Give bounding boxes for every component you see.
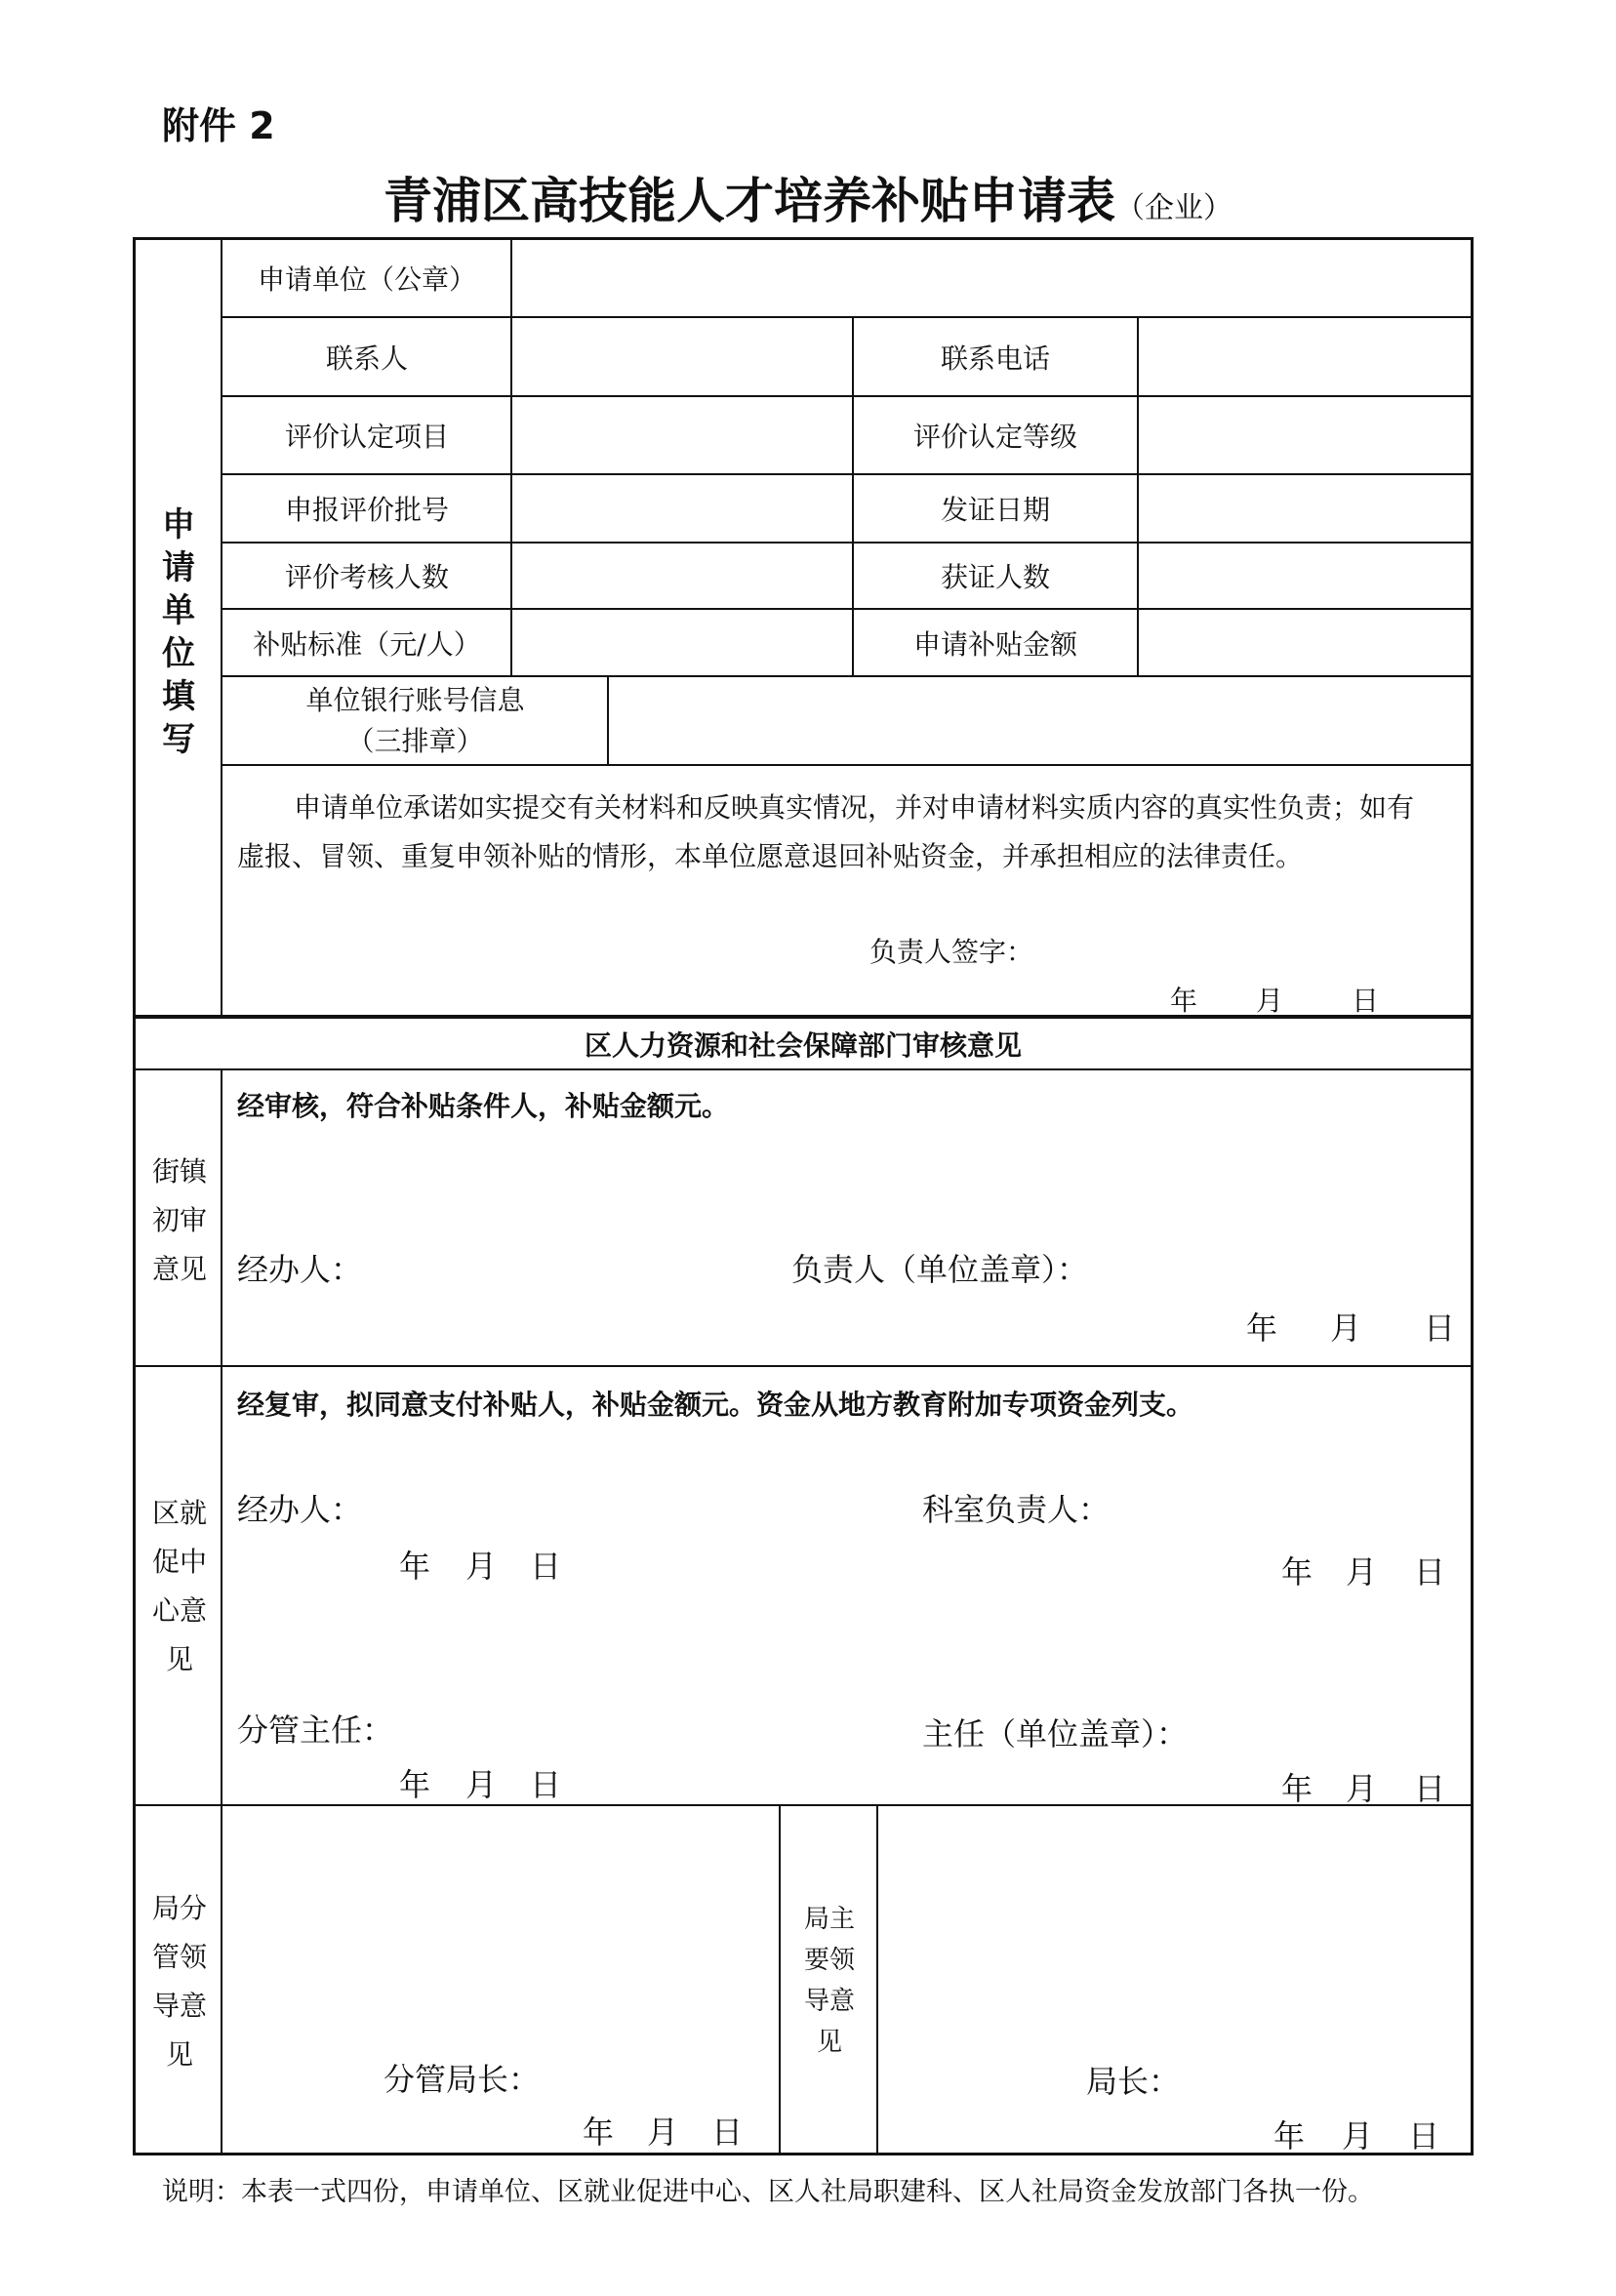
center-handler-label: 经办人： bbox=[237, 1491, 363, 1528]
date-month: 月 bbox=[1330, 1309, 1362, 1347]
side-text: 管领 bbox=[151, 1941, 207, 1973]
application-form bbox=[133, 237, 1474, 2155]
bank-info-note: （三排章） bbox=[346, 724, 484, 757]
label-bank-info bbox=[223, 677, 607, 764]
deputy-director-label: 分管主任： bbox=[237, 1712, 394, 1749]
date-month: 月 bbox=[1346, 1553, 1378, 1591]
date-day: 日 bbox=[530, 1766, 562, 1803]
director-label: 主任（单位盖章）： bbox=[922, 1715, 1189, 1752]
side-text: 促中 bbox=[151, 1546, 207, 1578]
footnote: 说明：本表一式四份，申请单位、区就业促进中心、区人社局职建科、区人社局资金发放部门各执一份。 bbox=[162, 2177, 1374, 2207]
side-text: 导意 bbox=[151, 1990, 207, 2022]
date-day: 日 bbox=[1408, 2117, 1440, 2155]
side-text: 导意 bbox=[803, 1987, 855, 2016]
label-contact: 联系人 bbox=[325, 342, 408, 375]
center-side-label bbox=[145, 1489, 214, 1684]
label-subsidy-amount: 申请补贴金额 bbox=[912, 627, 1077, 661]
street-leader-label: 负责人（单位盖章）： bbox=[791, 1251, 1089, 1288]
label-assessed-count: 评价考核人数 bbox=[284, 561, 449, 593]
side-text: 心意 bbox=[151, 1594, 207, 1627]
title-suffix: （企业） bbox=[1115, 191, 1232, 225]
side-char: 位 bbox=[162, 634, 195, 673]
label-batch: 申报评价批号 bbox=[284, 494, 449, 526]
review-section-header: 区人力资源和社会保障部门审核意见 bbox=[584, 1028, 1022, 1062]
date-month: 月 bbox=[465, 1766, 498, 1803]
date-month: 月 bbox=[1256, 985, 1284, 1017]
side-char: 申 bbox=[162, 505, 195, 544]
applicant-side-label bbox=[159, 504, 198, 761]
date-year: 年 bbox=[399, 1766, 431, 1803]
side-text: 意见 bbox=[151, 1253, 207, 1285]
bureau-chief-sign-label: 局长： bbox=[1086, 2063, 1181, 2100]
date-day: 日 bbox=[1414, 1553, 1446, 1591]
side-text: 区就 bbox=[151, 1497, 207, 1529]
street-statement: 经审核，符合补贴条件人，补贴金额元。 bbox=[237, 1090, 730, 1122]
label-phone: 联系电话 bbox=[940, 342, 1050, 375]
center-statement: 经复审，拟同意支付补贴人，补贴金额元。资金从地方教育附加专项资金列支。 bbox=[237, 1389, 1194, 1421]
office-head-label: 科室负责人： bbox=[922, 1491, 1111, 1528]
date-year: 年 bbox=[399, 1548, 431, 1585]
date-month: 月 bbox=[1342, 2117, 1374, 2155]
pledge-line-1: 申请单位承诺如实提交有关材料和反映真实情况，并对申请材料实质内容的真实性负责；如有 bbox=[294, 791, 1415, 824]
side-text: 见 bbox=[165, 2038, 193, 2071]
side-char: 填 bbox=[162, 677, 195, 716]
date-month: 月 bbox=[647, 2114, 679, 2151]
street-side-label bbox=[145, 1148, 214, 1294]
side-text: 局分 bbox=[151, 1892, 207, 1924]
side-text: 见 bbox=[165, 1643, 193, 1675]
bank-info-line: 单位银行账号信息 bbox=[305, 683, 525, 716]
date-month: 月 bbox=[465, 1548, 498, 1585]
label-level: 评价认定等级 bbox=[912, 421, 1077, 453]
responsible-sign-label: 负责人签字： bbox=[869, 936, 1034, 968]
attachment-label: 附件 2 bbox=[162, 104, 275, 147]
label-applicant-unit: 申请单位（公章） bbox=[257, 263, 476, 296]
date-day: 日 bbox=[1424, 1309, 1456, 1347]
side-char: 请 bbox=[162, 548, 195, 587]
form-title bbox=[0, 162, 1616, 232]
date-year: 年 bbox=[1281, 1770, 1313, 1807]
date-year: 年 bbox=[1170, 985, 1198, 1017]
date-day: 日 bbox=[530, 1548, 562, 1585]
date-year: 年 bbox=[583, 2114, 615, 2151]
date-day: 日 bbox=[1352, 985, 1380, 1017]
pledge-line-2: 虚报、冒领、重复申领补贴的情形，本单位愿意退回补贴资金，并承担相应的法律责任。 bbox=[237, 840, 1304, 872]
date-year: 年 bbox=[1246, 1309, 1278, 1347]
label-certified-count: 获证人数 bbox=[940, 561, 1050, 593]
date-year: 年 bbox=[1281, 1553, 1313, 1591]
side-text: 街镇 bbox=[151, 1155, 207, 1188]
deputy-bureau-sign-label: 分管局长： bbox=[384, 2061, 541, 2098]
side-text: 初审 bbox=[151, 1204, 207, 1236]
chief-bureau-side-label bbox=[795, 1899, 864, 2063]
side-text: 局主 bbox=[803, 1905, 855, 1934]
deputy-bureau-side-label bbox=[145, 1884, 214, 2079]
side-text: 见 bbox=[816, 2028, 842, 2057]
street-handler-label: 经办人： bbox=[237, 1251, 363, 1288]
side-text: 要领 bbox=[803, 1946, 855, 1975]
label-project: 评价认定项目 bbox=[284, 421, 449, 453]
side-char: 写 bbox=[162, 720, 195, 759]
date-month: 月 bbox=[1346, 1770, 1378, 1807]
date-year: 年 bbox=[1273, 2117, 1306, 2155]
label-issue-date: 发证日期 bbox=[940, 494, 1050, 526]
side-char: 单 bbox=[162, 591, 195, 630]
date-day: 日 bbox=[711, 2114, 744, 2151]
date-day: 日 bbox=[1414, 1770, 1446, 1807]
title-text: 青浦区高技能人才培养补贴申请表 bbox=[384, 172, 1115, 229]
label-subsidy-standard: 补贴标准（元/人） bbox=[253, 627, 481, 661]
